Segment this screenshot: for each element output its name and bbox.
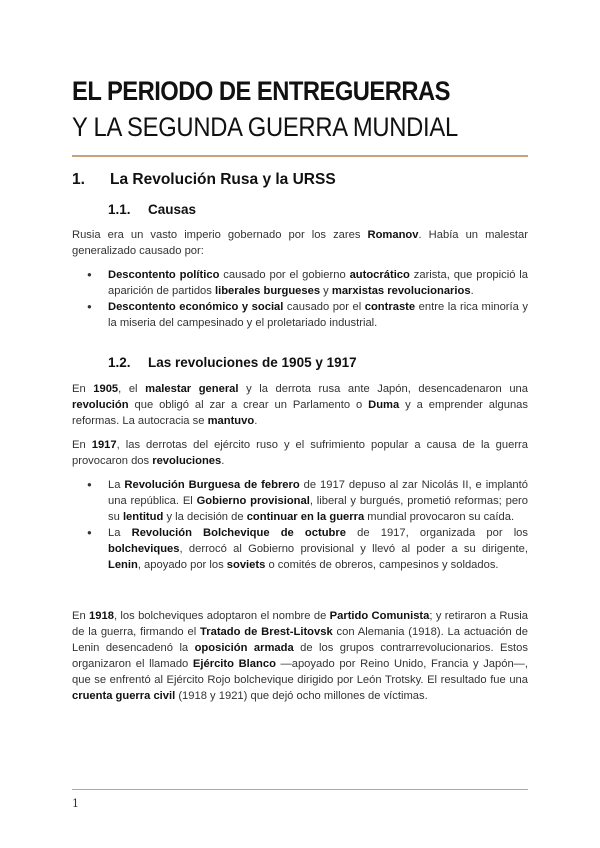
bold-text: 1917 bbox=[91, 439, 117, 451]
subsection-title: Las revoluciones de 1905 y 1917 bbox=[148, 355, 357, 370]
subsection-heading-revoluciones bbox=[108, 355, 357, 370]
text-run: , el bbox=[118, 383, 146, 395]
bold-text: malestar general bbox=[145, 383, 239, 395]
subsection-title: Causas bbox=[148, 202, 197, 217]
text-run: . Había un malestar generalizado causado por: bbox=[72, 229, 528, 257]
document-title-line1: EL PERIODO DE ENTREGUERRAS bbox=[72, 76, 450, 106]
paragraph bbox=[72, 227, 528, 259]
bold-text: Partido Comunista bbox=[329, 610, 430, 622]
bold-text: autocrático bbox=[349, 269, 410, 281]
text-run: entre la rica minoría y la miseria del campesinado y el proletariado industrial. bbox=[108, 301, 528, 329]
bold-text: cruenta guerra civil bbox=[72, 690, 176, 702]
bold-text: oposición armada bbox=[194, 642, 294, 654]
bullet-dot-icon: ● bbox=[87, 480, 92, 489]
bold-text: 1905 bbox=[93, 383, 119, 395]
text-run: . bbox=[221, 455, 225, 467]
text-run: y la derrota rusa ante Japón, desencadenaron una bbox=[238, 383, 528, 395]
text-run: con Alemania (1918). La actuación de Lenin desencadenó la bbox=[72, 626, 528, 654]
subsection-number: 1.2. bbox=[108, 355, 131, 370]
text-run: causado por el bbox=[283, 301, 365, 313]
page-number: 1 bbox=[72, 797, 79, 810]
text-run: de los grupos contrarrevolucionarios. Estos organizaron el llamado bbox=[72, 642, 528, 670]
text-run: , los bolcheviques adoptaron el nombre de bbox=[113, 610, 330, 622]
bold-text: marxistas revolucionarios bbox=[331, 285, 471, 297]
text-run: , derrocó al Gobierno provisional y llevó al poder a su dirigente, bbox=[179, 543, 528, 555]
bold-text: liberales burgueses bbox=[214, 285, 321, 297]
text-run: y la decisión de bbox=[163, 511, 247, 523]
bold-text: mantuvo bbox=[207, 415, 255, 427]
text-run: En bbox=[72, 439, 92, 451]
bold-text: Lenin bbox=[108, 559, 138, 571]
bold-text: Romanov bbox=[367, 229, 419, 241]
bold-text: contraste bbox=[364, 301, 416, 313]
text-run: —apoyado por Reino Unido, Francia y Japón—, que se enfrentó al Ejército Rojo bolchevique dirigido por León Trotsky. El resultado fue una bbox=[72, 658, 528, 686]
bold-text: revolución bbox=[72, 399, 129, 411]
text-run: de 1917 depuso al zar Nicolás II, e implantó una república. El bbox=[108, 479, 528, 507]
bold-text: Revolución Bolchevique de octubre bbox=[131, 527, 346, 539]
bold-text: Descontento económico y social bbox=[108, 301, 284, 313]
section-title: La Revolución Rusa y la URSS bbox=[110, 171, 336, 188]
text-run: de 1917, organizada por los bbox=[345, 527, 528, 539]
bullet-dot-icon: ● bbox=[87, 270, 92, 279]
bullet-item bbox=[72, 477, 528, 525]
text-run: (1918 y 1921) que dejó ocho millones de víctimas. bbox=[175, 690, 428, 702]
section-heading bbox=[72, 171, 336, 189]
bullet-dot-icon: ● bbox=[87, 302, 92, 311]
bold-text: lentitud bbox=[122, 511, 164, 523]
text-run: Rusia era un vasto imperio gobernado por los zares bbox=[72, 229, 368, 241]
text-run: que obligó al zar a crear un Parlamento o bbox=[128, 399, 369, 411]
text-run: . bbox=[254, 415, 258, 427]
paragraph bbox=[72, 608, 528, 704]
subsection-number: 1.1. bbox=[108, 202, 131, 217]
footer-divider bbox=[72, 789, 528, 790]
text-run: zarista, que propició la aparición de partidos bbox=[108, 269, 529, 297]
text-run: En bbox=[72, 610, 90, 622]
bullet-item bbox=[72, 267, 528, 299]
bullet-dot-icon: ● bbox=[87, 528, 92, 537]
bold-text: Revolución Burguesa de febrero bbox=[124, 479, 300, 491]
bullet-list bbox=[72, 477, 528, 573]
subsection-heading-causas bbox=[108, 202, 196, 217]
bold-text: revoluciones bbox=[152, 455, 222, 467]
section-number: 1. bbox=[72, 171, 85, 188]
bullet-item bbox=[72, 299, 528, 331]
text-run: o comités de obreros, campesinos y soldados. bbox=[265, 559, 499, 571]
bold-text: continuar en la guerra bbox=[246, 511, 365, 523]
text-run: , las derrotas del ejército ruso y el sufrimiento popular a causa de la guerra provocaron dos bbox=[72, 439, 529, 467]
paragraph bbox=[72, 381, 528, 429]
bold-text: Duma bbox=[368, 399, 400, 411]
bold-text: soviets bbox=[226, 559, 266, 571]
text-run: En bbox=[72, 383, 94, 395]
bullet-list bbox=[72, 267, 528, 331]
text-run: ; y retiraron a Rusia de la guerra, firmando el bbox=[72, 610, 529, 638]
text-run: , apoyado por los bbox=[137, 559, 227, 571]
bold-text: Tratado de Brest-Litovsk bbox=[200, 626, 333, 638]
bold-text: Gobierno provisional bbox=[196, 495, 310, 507]
title-divider bbox=[72, 155, 528, 157]
bold-text: 1918 bbox=[89, 610, 114, 622]
text-run: causado por el gobierno bbox=[219, 269, 350, 281]
text-run: La bbox=[108, 479, 125, 491]
text-run: mundial provocaron su caída. bbox=[364, 511, 515, 523]
text-run: , liberal y burgués, prometió reformas; pero su bbox=[108, 495, 529, 523]
paragraph bbox=[72, 437, 528, 469]
text-run: La bbox=[108, 527, 132, 539]
bullet-item bbox=[72, 525, 528, 573]
text-run: . bbox=[470, 285, 474, 297]
text-run: y bbox=[320, 285, 332, 297]
bold-text: Descontento político bbox=[108, 269, 220, 281]
bold-text: bolcheviques bbox=[108, 543, 180, 555]
bold-text: Ejército Blanco bbox=[192, 658, 276, 670]
text-run: y a emprender algunas reformas. La autocracia se bbox=[72, 399, 528, 427]
document-title-line2: Y LA SEGUNDA GUERRA MUNDIAL bbox=[72, 112, 458, 142]
